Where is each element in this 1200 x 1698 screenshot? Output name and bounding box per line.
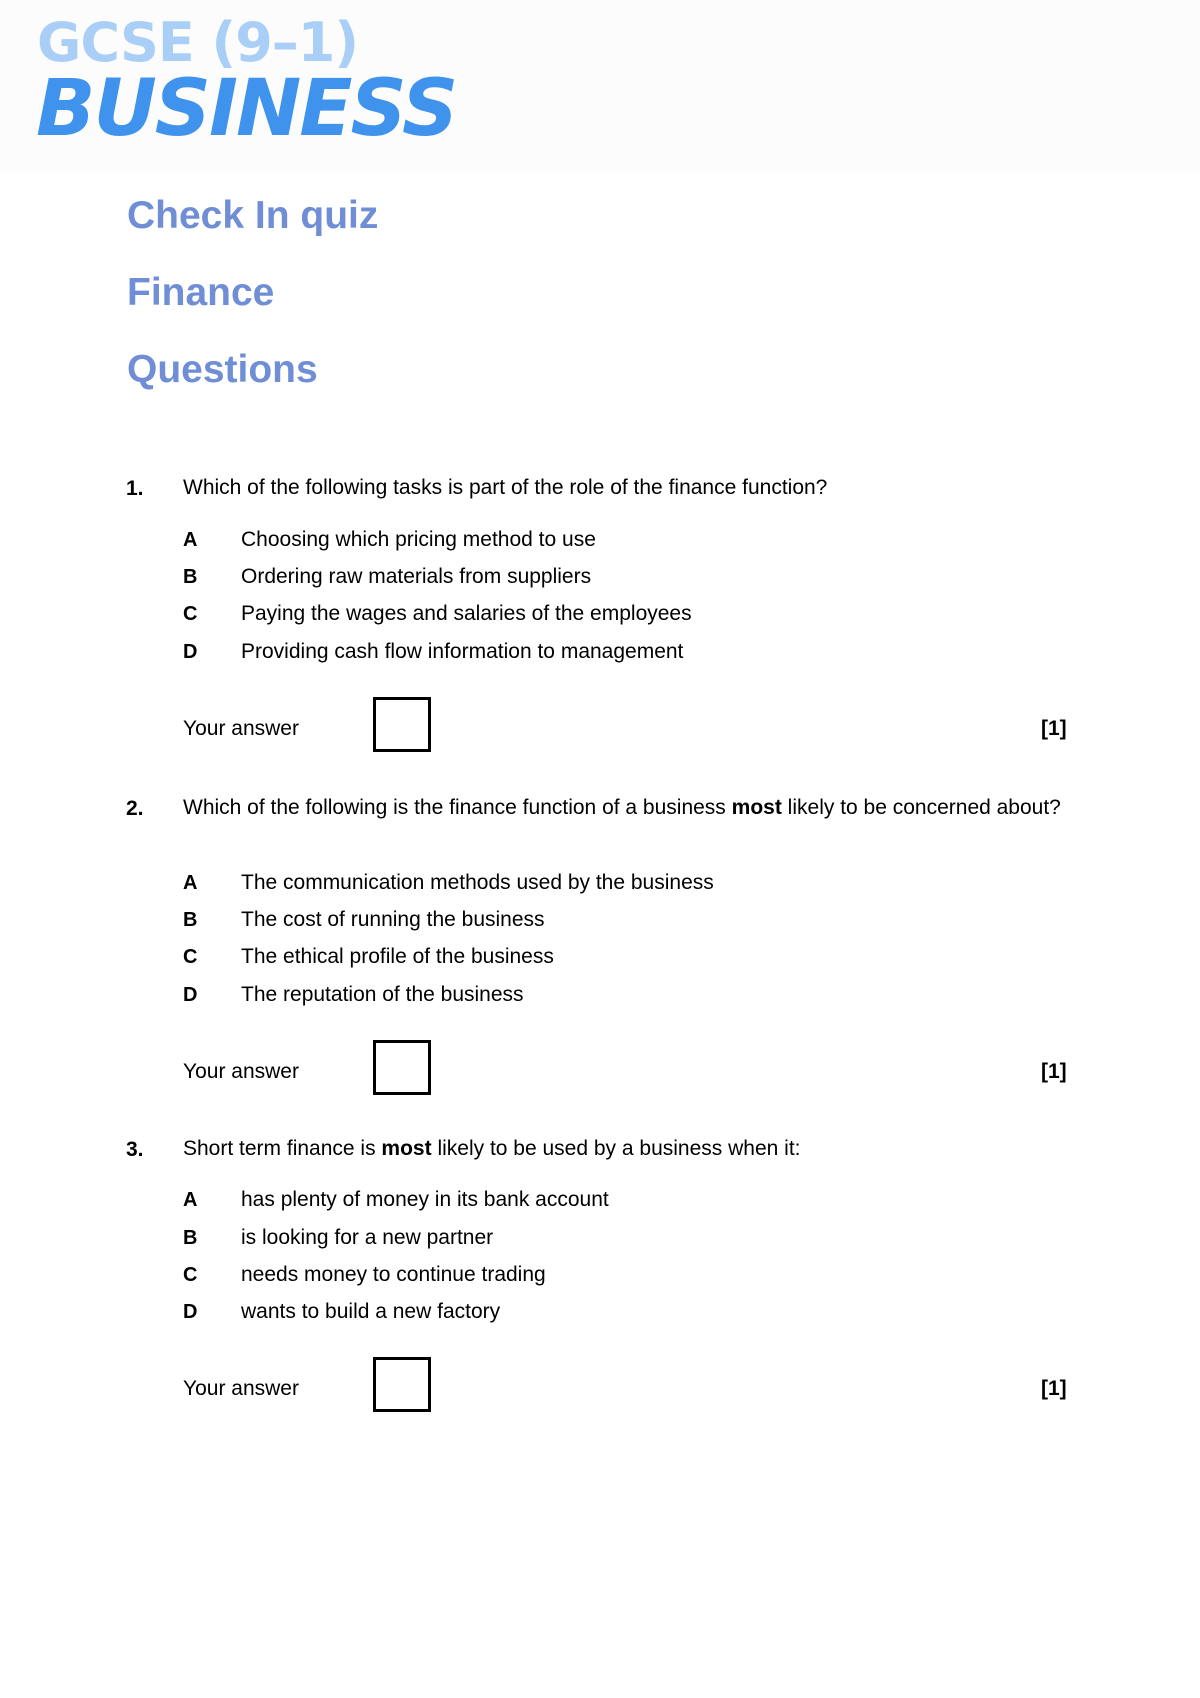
question-number: 1. bbox=[126, 477, 144, 500]
marks-label: [1] bbox=[1041, 717, 1067, 740]
section-heading: Questions bbox=[127, 348, 318, 391]
option-text: Paying the wages and salaries of the employees bbox=[241, 602, 692, 625]
option-letter: B bbox=[183, 1227, 198, 1249]
option-text: Choosing which pricing method to use bbox=[241, 528, 596, 551]
answer-box[interactable] bbox=[373, 1040, 431, 1095]
option-text: Ordering raw materials from suppliers bbox=[241, 565, 592, 588]
option-letter: C bbox=[183, 946, 198, 968]
option-text: The reputation of the business bbox=[241, 983, 524, 1006]
option-letter: A bbox=[183, 529, 198, 551]
answer-label: Your answer bbox=[183, 717, 299, 740]
option-text: needs money to continue trading bbox=[241, 1263, 546, 1286]
question-text: Which of the following tasks is part of the role of the finance function? bbox=[183, 476, 828, 499]
question-text: Short term finance is most likely to be used by a business when it: bbox=[183, 1137, 801, 1160]
option-text: wants to build a new factory bbox=[241, 1300, 501, 1323]
question-number: 3. bbox=[126, 1138, 144, 1161]
option-letter: C bbox=[183, 603, 198, 625]
topic-heading: Finance bbox=[127, 271, 275, 314]
option-letter: A bbox=[183, 1189, 198, 1211]
answer-box[interactable] bbox=[373, 1357, 431, 1412]
logo-gcse-text: GCSE (9–1) bbox=[37, 11, 359, 74]
option-letter: D bbox=[183, 1301, 198, 1323]
answer-box[interactable] bbox=[373, 697, 431, 752]
option-letter: B bbox=[183, 909, 198, 931]
option-letter: B bbox=[183, 566, 198, 588]
option-text: has plenty of money in its bank account bbox=[241, 1188, 609, 1211]
option-text: Providing cash flow information to management bbox=[241, 640, 684, 663]
answer-label: Your answer bbox=[183, 1377, 299, 1400]
question-number: 2. bbox=[126, 797, 144, 820]
option-letter: C bbox=[183, 1264, 198, 1286]
marks-label: [1] bbox=[1041, 1060, 1067, 1083]
quiz-title: Check In quiz bbox=[127, 194, 379, 237]
question-text: Which of the following is the finance function of a business most likely to be concerned about? bbox=[183, 796, 1061, 819]
option-text: The cost of running the business bbox=[241, 908, 545, 931]
option-text: The communication methods used by the business bbox=[241, 871, 714, 894]
option-text: is looking for a new partner bbox=[241, 1226, 494, 1249]
logo-business-text: BUSINESS bbox=[36, 64, 457, 154]
option-letter: D bbox=[183, 984, 198, 1006]
option-letter: D bbox=[183, 641, 198, 663]
option-letter: A bbox=[183, 872, 198, 894]
answer-label: Your answer bbox=[183, 1060, 299, 1083]
option-text: The ethical profile of the business bbox=[241, 945, 554, 968]
marks-label: [1] bbox=[1041, 1377, 1067, 1400]
